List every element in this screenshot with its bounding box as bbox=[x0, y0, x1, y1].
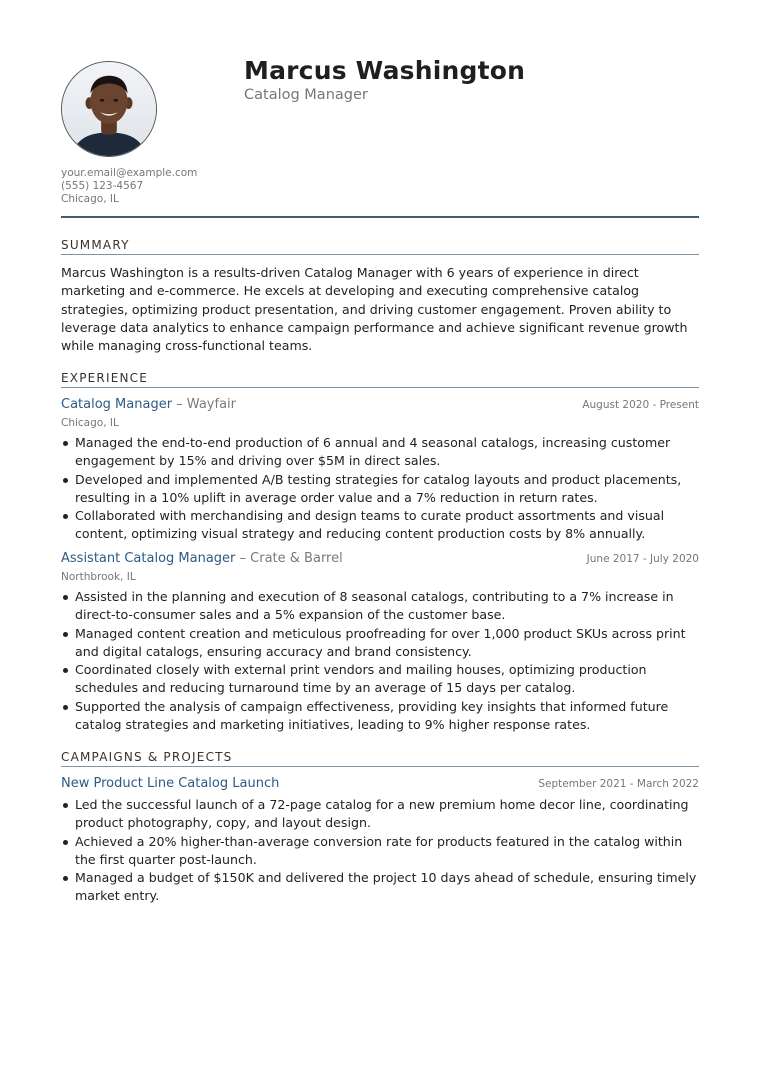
candidate-title: Catalog Manager bbox=[244, 87, 368, 103]
list-item: Coordinated closely with external print vendors and mailing houses, optimizing production schedules and reducing turnaround time by an average of 15 days per catalog. bbox=[61, 661, 701, 698]
experience-divider bbox=[61, 387, 699, 388]
list-item: Supported the analysis of campaign effectiveness, providing key insights that informed future catalog strategies and marketing initiatives, leading to 9% higher response rates. bbox=[61, 698, 701, 735]
summary-heading: SUMMARY bbox=[61, 238, 130, 252]
header-divider bbox=[61, 216, 699, 218]
list-item: Managed a budget of $150K and delivered the project 10 days ahead of schedule, ensuring timely market entry. bbox=[61, 869, 701, 906]
job-role: Catalog Manager bbox=[61, 397, 173, 412]
job-dates: June 2017 - July 2020 bbox=[586, 553, 699, 565]
list-item: Assisted in the planning and execution of 8 seasonal catalogs, contributing to a 7% increase in direct-to-consumer sales and a 5% expansion of the customer base. bbox=[61, 588, 701, 625]
job-dates: August 2020 - Present bbox=[582, 399, 699, 411]
person-photo-icon bbox=[62, 62, 156, 156]
project-dates: September 2021 - March 2022 bbox=[538, 778, 699, 790]
job-role: Assistant Catalog Manager bbox=[61, 551, 236, 566]
list-item: Collaborated with merchandising and design teams to curate product assortments and visual content, optimizing visual strategy and reducing content production costs by 8% annually. bbox=[61, 507, 701, 544]
summary-text: Marcus Washington is a results-driven Catalog Manager with 6 years of experience in direct marketing and e-commerce. He excels at developing and executing comprehensive catalog strategies, optimizing product presentation, and driving customer engagement. Proven ability to leverage data analytics to enhance campaign performance and achieve significant revenue growth while managing cross-functional teams. bbox=[61, 265, 688, 354]
list-item: Managed content creation and meticulous proofreading for over 1,000 product SKUs across print and digital catalogs, ensuring accuracy and brand consistency. bbox=[61, 625, 701, 662]
projects-heading: CAMPAIGNS & PROJECTS bbox=[61, 750, 233, 764]
job-location: Northbrook, IL bbox=[61, 571, 136, 583]
job-title-line bbox=[61, 551, 343, 566]
projects-divider bbox=[61, 766, 699, 767]
avatar bbox=[61, 61, 157, 157]
contact-info bbox=[61, 167, 197, 207]
contact-location: Chicago, IL bbox=[61, 193, 119, 206]
list-item: Managed the end-to-end production of 6 annual and 4 seasonal catalogs, increasing customer engagement by 15% and driving over $5M in direct sales. bbox=[61, 434, 701, 471]
project-title: New Product Line Catalog Launch bbox=[61, 776, 280, 791]
list-item: Led the successful launch of a 72-page catalog for a new premium home decor line, coordinating product photography, copy, and layout design. bbox=[61, 796, 701, 833]
candidate-name: Marcus Washington bbox=[244, 56, 526, 85]
contact-email[interactable]: your.email@example.com bbox=[61, 167, 198, 179]
summary-divider bbox=[61, 254, 699, 255]
job-company: – Crate & Barrel bbox=[235, 551, 343, 566]
contact-phone[interactable]: (555) 123-4567 bbox=[61, 180, 144, 193]
experience-heading: EXPERIENCE bbox=[61, 371, 149, 385]
job-company: – Wayfair bbox=[172, 397, 236, 412]
job-bullets bbox=[61, 588, 701, 734]
project-bullets bbox=[61, 796, 701, 906]
job-location: Chicago, IL bbox=[61, 417, 119, 429]
job-title-line bbox=[61, 397, 236, 412]
job-bullets bbox=[61, 434, 701, 544]
list-item: Developed and implemented A/B testing strategies for catalog layouts and product placements, resulting in a 10% uplift in average order value and a 7% reduction in return rates. bbox=[61, 471, 701, 508]
list-item: Achieved a 20% higher-than-average conversion rate for products featured in the catalog within the first quarter post-launch. bbox=[61, 833, 701, 870]
project-title-line bbox=[61, 776, 279, 791]
